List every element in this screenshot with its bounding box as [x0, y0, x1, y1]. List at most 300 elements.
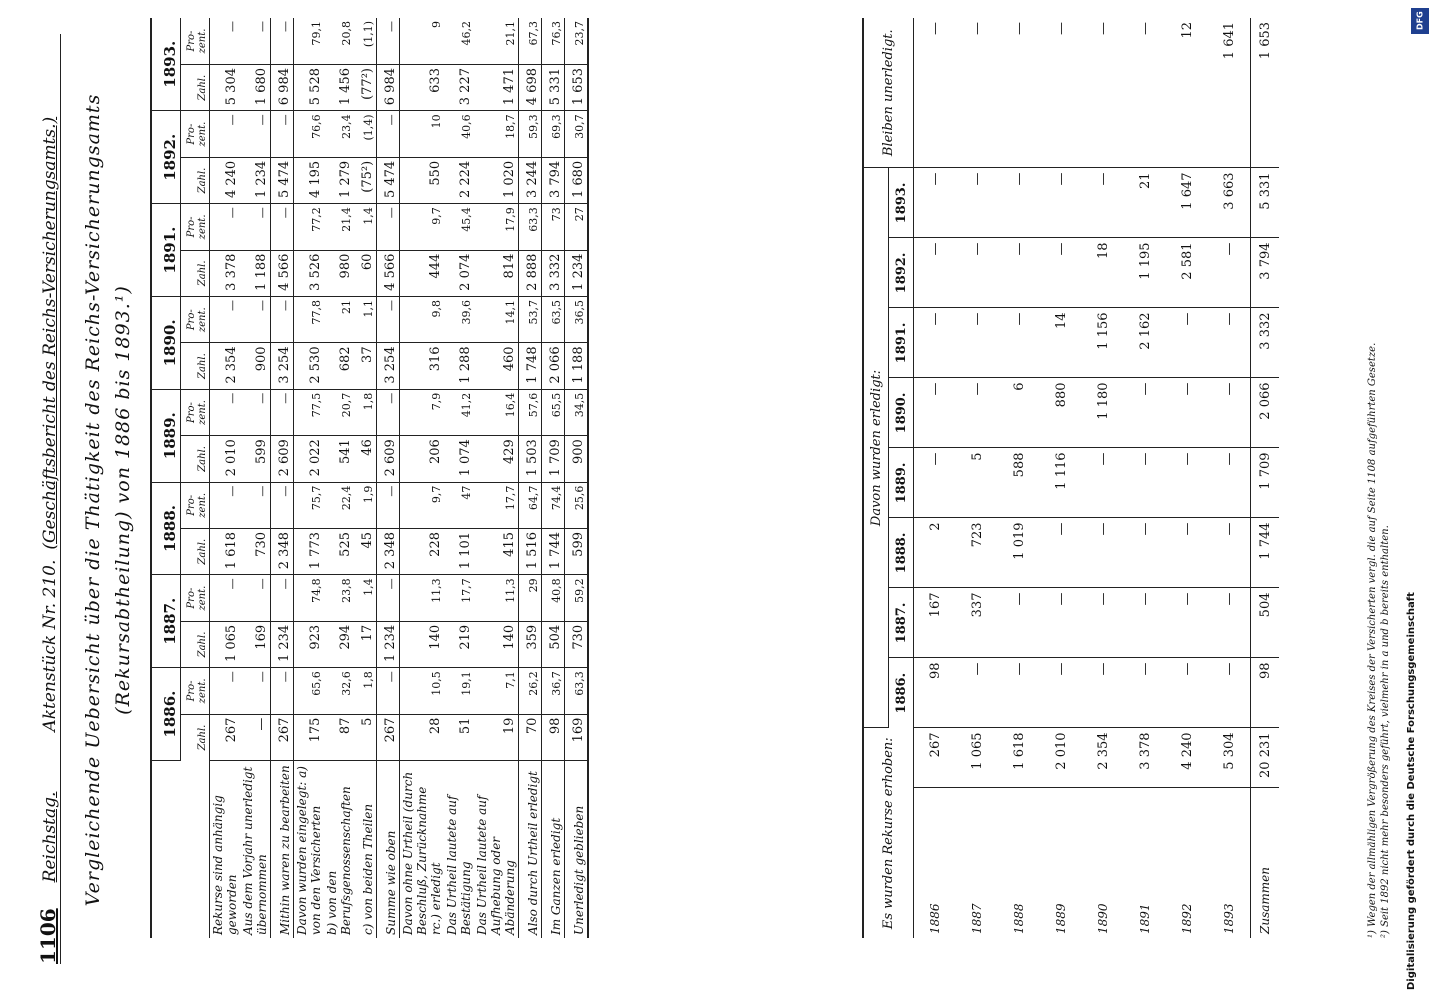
table-row [998, 18, 1040, 938]
percent-cell: — [210, 482, 241, 528]
percent-cell: 18,7 [474, 111, 519, 157]
count-cell: 2 888 [519, 250, 542, 296]
count-cell: 1 234 [565, 250, 589, 296]
footnote-2: ²) Seit 1892 nicht mehr besonders geführt, vielmehr in a und b bereits enthalten. [1380, 525, 1391, 938]
percent-cell: 63,3 [565, 668, 589, 714]
table-row [1082, 18, 1124, 938]
filed-year: 1890 [1096, 903, 1110, 934]
count-cell: 219 [444, 621, 474, 667]
count-cell: 900 [565, 436, 589, 482]
percent-cell: — [240, 389, 271, 435]
percent-cell: — [271, 389, 294, 435]
percent-cell: 1,8 [354, 668, 377, 714]
settled-cell: 1 156 [1082, 308, 1124, 378]
row-label: b) von den Berufsgenossenschaften [325, 786, 353, 935]
row-label: Das Urtheil lautete auf Aufhebung oder Abänderung [475, 795, 517, 935]
percent-cell: 45,4 [444, 204, 474, 250]
count-cell: 730 [240, 529, 271, 575]
settled-cell: — [914, 238, 957, 308]
settled-cell: — [1082, 588, 1124, 658]
count-cell: 1 074 [444, 436, 474, 482]
count-cell: 3 526 [294, 250, 325, 296]
settled-cell: — [1208, 658, 1251, 728]
settled-cell: — [956, 168, 998, 238]
settled-cell: — [956, 658, 998, 728]
count-subheader: Zahl. [181, 714, 210, 760]
percent-cell: — [240, 111, 271, 157]
count-cell: 5 528 [294, 65, 325, 111]
count-cell: 1 748 [519, 343, 542, 389]
settled-cell: — [998, 308, 1040, 378]
breakdown-year-header: 1890. [889, 378, 914, 448]
settled-cell: — [914, 308, 957, 378]
count-cell: 228 [400, 529, 445, 575]
percent-cell: 10,5 [400, 668, 445, 714]
count-cell: 1 234 [271, 621, 294, 667]
count-cell: 4 240 [210, 157, 241, 203]
sum-label: Zusammen [1251, 788, 1280, 938]
percent-cell: 22,4 [324, 482, 354, 528]
settled-cell: — [1208, 518, 1251, 588]
act-number: Aktenstück Nr. 210. [40, 559, 60, 732]
percent-cell: 76,3 [542, 18, 565, 65]
filed-year: 1892 [1180, 903, 1194, 934]
percent-cell: 21 [324, 297, 354, 343]
count-cell: 730 [565, 621, 589, 667]
percent-cell: 64,7 [519, 482, 542, 528]
percent-cell: — [271, 482, 294, 528]
count-cell: 2 224 [444, 157, 474, 203]
table-row [444, 18, 474, 938]
table-row [210, 18, 241, 938]
sum-cell: 1 744 [1251, 518, 1280, 588]
settled-cell: — [998, 658, 1040, 728]
settled-cell: 2 [914, 518, 957, 588]
percent-subheader: Pro-zent. [181, 18, 210, 65]
count-cell: 316 [400, 343, 445, 389]
count-cell: 2 609 [271, 436, 294, 482]
count-cell: 2 348 [377, 529, 400, 575]
settled-cell: — [1166, 518, 1208, 588]
comparison-table [150, 18, 589, 938]
settled-cell: 2 581 [1166, 238, 1208, 308]
settled-cell: — [1082, 658, 1124, 728]
percent-cell: 20,7 [324, 389, 354, 435]
percent-cell: 74,4 [542, 482, 565, 528]
percent-subheader: Pro-zent. [181, 575, 210, 621]
table-row [914, 18, 957, 938]
count-cell: 6 984 [271, 65, 294, 111]
table-row [1124, 18, 1166, 938]
count-cell: 17 [354, 621, 377, 667]
settled-cell: 21 [1124, 168, 1166, 238]
filed-count: 3 378 [1124, 728, 1166, 788]
count-cell: 1 773 [294, 529, 325, 575]
row-label: Summe wie oben [377, 760, 400, 938]
count-cell: 2 354 [210, 343, 241, 389]
count-subheader: Zahl. [181, 250, 210, 296]
table-row [1166, 18, 1208, 938]
percent-cell: (1,4) [354, 111, 377, 157]
breakdown-table [862, 18, 1279, 938]
count-subheader: Zahl. [181, 343, 210, 389]
percent-cell: 14,1 [474, 297, 519, 343]
row-label: Davon wurden eingelegt: a) von den Versicherten [294, 760, 325, 938]
settled-cell: — [1040, 238, 1082, 308]
settled-cell: — [1166, 658, 1208, 728]
count-cell: 4 566 [271, 250, 294, 296]
count-cell: 1 503 [519, 436, 542, 482]
count-cell: 175 [294, 714, 325, 760]
settled-cell: 1 647 [1166, 168, 1208, 238]
count-cell: 2 530 [294, 343, 325, 389]
settled-cell: — [998, 238, 1040, 308]
digitization-credit: Digitalisierung gefördert durch die Deutsche Forschungsgemeinschaft [1406, 592, 1417, 990]
settled-cell: 18 [1082, 238, 1124, 308]
footnote-1: ¹) Wegen der allmähligen Vergrößerung des Kreises der Versicherten vergl. die auf Seite 1108 aufgeführten Gesetze. [1367, 342, 1378, 938]
count-cell: 3 244 [519, 157, 542, 203]
filed-year: 1887 [970, 903, 984, 934]
count-cell: 429 [474, 436, 519, 482]
percent-cell: 77,8 [294, 297, 325, 343]
row-label: Also durch Urtheil erledigt [519, 760, 542, 938]
percent-cell: — [240, 297, 271, 343]
count-cell: 45 [354, 529, 377, 575]
percent-cell: 63,3 [519, 204, 542, 250]
filed-count: 2 354 [1082, 728, 1124, 788]
table-row [565, 18, 589, 938]
count-cell: 1 065 [210, 621, 241, 667]
count-cell: 550 [400, 157, 445, 203]
settled-cell: — [956, 308, 998, 378]
count-cell: 2 348 [271, 529, 294, 575]
percent-cell: 57,6 [519, 389, 542, 435]
remaining-cell: — [998, 18, 1040, 168]
table-row [474, 18, 519, 938]
count-cell: 5 304 [210, 65, 241, 111]
remaining-cell: — [1082, 18, 1124, 168]
percent-cell: — [377, 482, 400, 528]
percent-cell: — [271, 18, 294, 65]
table-row [1208, 18, 1251, 938]
settled-cell: 14 [1040, 308, 1082, 378]
percent-cell: — [210, 575, 241, 621]
count-cell: 1 471 [474, 65, 519, 111]
percent-subheader: Pro-zent. [181, 297, 210, 343]
table-row [1040, 18, 1082, 938]
count-cell: 1 618 [210, 529, 241, 575]
count-subheader: Zahl. [181, 65, 210, 111]
count-cell: 359 [519, 621, 542, 667]
sum-cell: 1 709 [1251, 448, 1280, 518]
count-cell: 2 022 [294, 436, 325, 482]
percent-cell: 47 [444, 482, 474, 528]
count-subheader: Zahl. [181, 436, 210, 482]
remaining-cell: 12 [1166, 18, 1208, 168]
count-cell: 1 680 [565, 157, 589, 203]
count-cell: 541 [324, 436, 354, 482]
page-number: 1106 [36, 908, 60, 964]
percent-cell: 73 [542, 204, 565, 250]
filed-count: 1 618 [998, 728, 1040, 788]
count-cell: 87 [324, 714, 354, 760]
settled-cell: — [1040, 168, 1082, 238]
year-header: 1891. [151, 204, 181, 297]
count-cell: 525 [324, 529, 354, 575]
count-cell: 60 [354, 250, 377, 296]
count-cell: 169 [565, 714, 589, 760]
percent-cell: 41,2 [444, 389, 474, 435]
settled-cell: 2 162 [1124, 308, 1166, 378]
percent-subheader: Pro-zent. [181, 389, 210, 435]
count-cell: 140 [400, 621, 445, 667]
settled-cell: — [914, 378, 957, 448]
filed-count: 4 240 [1166, 728, 1208, 788]
count-cell: 1 680 [240, 65, 271, 111]
count-cell: 599 [240, 436, 271, 482]
count-cell: 1 234 [240, 157, 271, 203]
filed-count: 267 [914, 728, 957, 788]
filed-count: 2 010 [1040, 728, 1082, 788]
table-row [240, 18, 271, 938]
count-cell: 1 744 [542, 529, 565, 575]
count-cell: 51 [444, 714, 474, 760]
percent-cell: 23,7 [565, 18, 589, 65]
settled-cell: 880 [1040, 378, 1082, 448]
percent-cell: 17,7 [444, 575, 474, 621]
filed-year: 1891 [1138, 903, 1152, 934]
sum-cell: 3 332 [1251, 308, 1280, 378]
percent-cell: 21,4 [324, 204, 354, 250]
percent-cell: 1,4 [354, 575, 377, 621]
dfg-logo: DFG [1411, 8, 1429, 34]
count-cell: 3 254 [271, 343, 294, 389]
percent-cell: 74,8 [294, 575, 325, 621]
settled-cell: 1 116 [1040, 448, 1082, 518]
count-cell: 98 [542, 714, 565, 760]
row-label: Mithin waren zu bearbeiten [271, 760, 294, 938]
settled-cell: — [1082, 448, 1124, 518]
percent-cell: 59,3 [519, 111, 542, 157]
percent-cell: — [210, 18, 241, 65]
count-cell: 1 188 [565, 343, 589, 389]
percent-cell: 27 [565, 204, 589, 250]
settled-cell: — [1166, 378, 1208, 448]
percent-subheader: Pro-zent. [181, 111, 210, 157]
percent-cell: — [240, 204, 271, 250]
percent-cell: 76,6 [294, 111, 325, 157]
percent-cell: 1,8 [354, 389, 377, 435]
settled-cell: 1 019 [998, 518, 1040, 588]
breakdown-year-header: 1888. [889, 518, 914, 588]
percent-cell: 19,1 [444, 668, 474, 714]
percent-cell: 9,7 [400, 204, 445, 250]
count-cell: 504 [542, 621, 565, 667]
count-subheader: Zahl. [181, 621, 210, 667]
count-cell: 900 [240, 343, 271, 389]
count-cell: 415 [474, 529, 519, 575]
settled-cell: — [1166, 308, 1208, 378]
percent-cell: 17,7 [474, 482, 519, 528]
count-cell: 206 [400, 436, 445, 482]
settled-cell: 588 [998, 448, 1040, 518]
count-cell: 1 516 [519, 529, 542, 575]
percent-cell: 36,5 [565, 297, 589, 343]
percent-cell: 39,6 [444, 297, 474, 343]
percent-cell: — [377, 575, 400, 621]
count-cell: 980 [324, 250, 354, 296]
sum-cell: 504 [1251, 588, 1280, 658]
percent-cell: — [240, 482, 271, 528]
percent-cell: 7,1 [474, 668, 519, 714]
sum-filed: 20 231 [1251, 728, 1280, 788]
settled-cell: — [1208, 238, 1251, 308]
breakdown-year-header: 1889. [889, 448, 914, 518]
count-cell: 1 709 [542, 436, 565, 482]
sum-cell: 3 794 [1251, 238, 1280, 308]
settled-cell: 3 663 [1208, 168, 1251, 238]
percent-cell: — [210, 668, 241, 714]
settled-cell: — [1124, 378, 1166, 448]
table-row [354, 18, 377, 938]
sum-cell: 98 [1251, 658, 1280, 728]
remaining-cell: — [1124, 18, 1166, 168]
percent-cell: 65,5 [542, 389, 565, 435]
count-cell: (75²) [354, 157, 377, 203]
count-cell: 682 [324, 343, 354, 389]
year-header: 1892. [151, 111, 181, 204]
percent-cell: 23,8 [324, 575, 354, 621]
breakdown-group-header [863, 18, 889, 938]
count-cell: 1 020 [474, 157, 519, 203]
percent-cell: 32,6 [324, 668, 354, 714]
percent-cell: — [210, 204, 241, 250]
count-cell: 2 609 [377, 436, 400, 482]
percent-cell: 1,4 [354, 204, 377, 250]
percent-cell: 1,9 [354, 482, 377, 528]
count-cell: 599 [565, 529, 589, 575]
count-cell: 3 254 [377, 343, 400, 389]
remaining-cell: — [956, 18, 998, 168]
settled-cell: — [1208, 308, 1251, 378]
remaining-cell: — [1040, 18, 1082, 168]
count-cell: — [240, 714, 271, 760]
breakdown-year-header: 1893. [889, 168, 914, 238]
count-cell: 1 234 [377, 621, 400, 667]
count-cell: 1 456 [324, 65, 354, 111]
remaining-header: Bleiben unerledigt. [863, 18, 914, 168]
count-cell: 5 474 [271, 157, 294, 203]
percent-cell: 34,5 [565, 389, 589, 435]
settled-cell: — [1040, 658, 1082, 728]
settled-cell: — [1124, 658, 1166, 728]
count-cell: 4 698 [519, 65, 542, 111]
settled-cell: — [914, 168, 957, 238]
percent-cell: 67,3 [519, 18, 542, 65]
settled-group-header: Davon wurden erledigt: [863, 168, 889, 728]
count-cell: 2 010 [210, 436, 241, 482]
count-cell: 28 [400, 714, 445, 760]
count-cell: 4 566 [377, 250, 400, 296]
count-cell: 460 [474, 343, 519, 389]
settled-cell: — [1040, 518, 1082, 588]
count-cell: 1 101 [444, 529, 474, 575]
breakdown-year-header: 1892. [889, 238, 914, 308]
percent-cell: 11,3 [400, 575, 445, 621]
report-name: (Geschäftsbericht des Reichs-Versicherungsamts.) [40, 116, 60, 550]
row-label: Aus dem Vorjahr unerledigt übernommen [241, 766, 269, 935]
settled-cell: — [998, 168, 1040, 238]
count-cell: 46 [354, 436, 377, 482]
year-header: 1890. [151, 297, 181, 390]
sum-cell: 2 066 [1251, 378, 1280, 448]
count-cell: 814 [474, 250, 519, 296]
table-row [377, 18, 400, 938]
percent-cell: 53,7 [519, 297, 542, 343]
percent-cell: 30,7 [565, 111, 589, 157]
filed-year: 1886 [928, 903, 942, 934]
percent-cell: 36,7 [542, 668, 565, 714]
year-header: 1893. [151, 18, 181, 111]
percent-cell: 40,8 [542, 575, 565, 621]
count-cell: 5 474 [377, 157, 400, 203]
count-cell: 1 188 [240, 250, 271, 296]
page-title: Vergleichende Uebersicht über die Thätigkeit des Reichs-Versicherungsamts (Rekursabtheilung) von 1886 bis 1893.¹) [82, 93, 134, 907]
count-cell: 294 [324, 621, 354, 667]
settled-cell: — [956, 238, 998, 308]
percent-cell: — [240, 575, 271, 621]
table-row [956, 18, 998, 938]
sum-cell: 5 331 [1251, 168, 1280, 238]
percent-cell: 75,7 [294, 482, 325, 528]
table-row [324, 18, 354, 938]
percent-cell: 7,9 [400, 389, 445, 435]
breakdown-year-header: 1887. [889, 588, 914, 658]
settled-cell: — [1082, 168, 1124, 238]
percent-cell: 9,8 [400, 297, 445, 343]
filed-header: Es wurden Rekurse erhoben: [863, 728, 914, 938]
percent-subheader: Pro-zent. [181, 204, 210, 250]
count-cell: 267 [271, 714, 294, 760]
percent-subheader: Pro-zent. [181, 482, 210, 528]
count-cell: 169 [240, 621, 271, 667]
percent-cell: — [377, 297, 400, 343]
year-header: 1887. [151, 575, 181, 668]
count-cell: 3 794 [542, 157, 565, 203]
count-cell: 1 288 [444, 343, 474, 389]
count-subheader: Zahl. [181, 157, 210, 203]
percent-cell: — [271, 575, 294, 621]
percent-cell: — [240, 18, 271, 65]
row-label: Im Ganzen erledigt [542, 760, 565, 938]
percent-cell: — [271, 668, 294, 714]
filed-year: 1889 [1054, 903, 1068, 934]
count-cell: 19 [474, 714, 519, 760]
percent-cell: 23,4 [324, 111, 354, 157]
publication-name: Reichstag. [40, 791, 60, 883]
table-row [271, 18, 294, 938]
percent-cell: — [377, 389, 400, 435]
sum-remaining: 1 653 [1251, 18, 1280, 168]
count-cell: 3 332 [542, 250, 565, 296]
filed-year: 1893 [1222, 903, 1236, 934]
count-cell: 444 [400, 250, 445, 296]
percent-cell: 63,5 [542, 297, 565, 343]
percent-cell: (1,1) [354, 18, 377, 65]
count-cell: 267 [210, 714, 241, 760]
percent-cell: 20,8 [324, 18, 354, 65]
settled-cell: — [1208, 588, 1251, 658]
